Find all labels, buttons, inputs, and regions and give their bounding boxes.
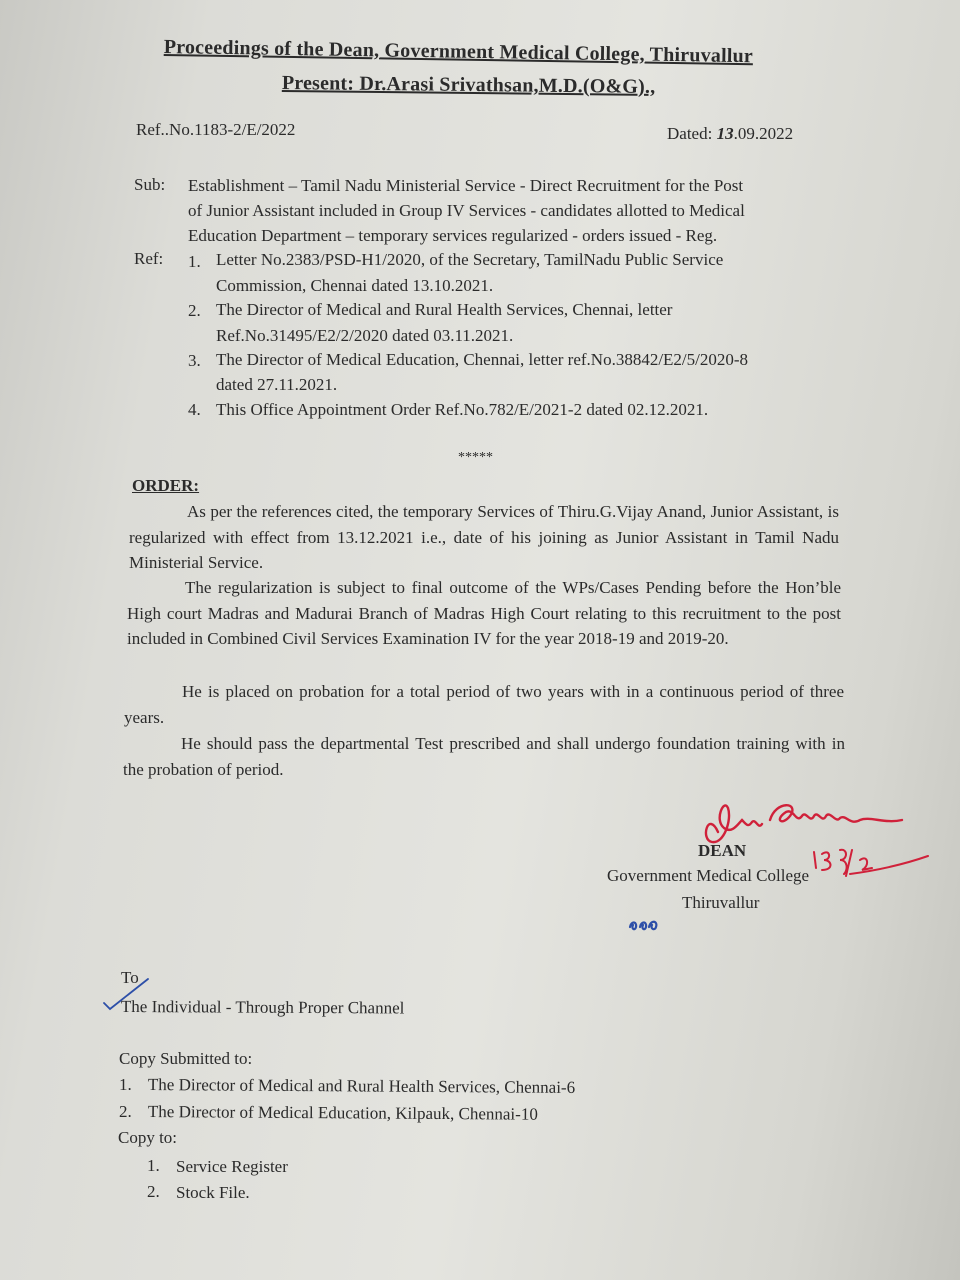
reference-item-number: 3. [188,351,201,370]
subject-line: Establishment – Tamil Nadu Ministerial Service - Direct Recruitment for the Post [188,176,744,195]
reference-item-number: 4. [188,400,201,419]
signature-stroke [706,805,902,842]
reference-item-text: Ref.No.31495/E2/2/2020 dated 03.11.2021. [216,326,514,345]
order-heading: ORDER: [132,476,200,495]
dated-line [667,124,793,144]
copy-submitted-item: The Director of Medical Education, Kilpauk, Chennai-10 [147,1102,538,1124]
subject-line: Education Department – temporary services regularized - orders issued - Reg. [188,226,718,245]
references-label: Ref: [134,249,164,268]
reference-item-text: This Office Appointment Order Ref.No.782/E/2021-2 dated 02.12.2021. [216,400,709,419]
dated-handwritten-day: 13 [716,124,734,143]
order-paragraph: He is placed on probation for a total period of two years with in a continuous period of three years. [124,682,844,727]
copy-submitted-number: 2. [119,1102,132,1121]
order-paragraph: As per the references cited, the temporary Services of Thiru.G.Vijay Anand, Junior Assistant, is regularized with effect from 13.12.2021 i.e., date of his joining as Junior Assistant in Tamil Nadu Ministerial Service. [129,502,839,572]
copy-to-item: Stock File. [176,1183,250,1202]
copy-to-label: Copy to: [118,1128,178,1147]
copy-submitted-label: Copy Submitted to: [119,1049,253,1068]
initials-stroke [630,922,656,929]
recipient-line: The Individual - Through Proper Channel [120,997,405,1018]
reference-item-text: The Director of Medical Education, Chennai, letter ref.No.38842/E2/5/2020-8 [216,350,749,369]
signatory-institution: Government Medical College [607,866,810,885]
reference-number: Ref..No.1183-2/E/2022 [136,120,296,139]
order-paragraph: The regularization is subject to final outcome of the WPs/Cases Pending before the Hon’ble High court Madras and Madurai Branch of Madras High Court relating to this recruitment to the post included in Combined Civil Services Examination IV for the year 2018-19 and 2019-20. [127,578,841,648]
to-label: To [121,968,139,987]
dated-label: Dated: [667,124,713,143]
reference-item-text: Commission, Chennai dated 13.10.2021. [216,276,494,295]
signatory-designation: DEAN [698,841,747,860]
copy-to-item: Service Register [176,1157,288,1176]
copy-to-number: 2. [147,1182,160,1201]
present-line: Present: Dr.Arasi Srivathsan,M.D.(O&G)., [281,72,656,98]
copy-submitted-number: 1. [119,1075,132,1094]
initials-mark [627,915,661,933]
subject-label: Sub: [134,175,166,194]
reference-item-number: 1. [188,252,201,271]
reference-item-text: The Director of Medical and Rural Health Services, Chennai, letter [216,300,673,319]
order-paragraph: He should pass the departmental Test prescribed and shall undergo foundation training with in the probation of period. [123,734,845,779]
copy-to-number: 1. [147,1156,160,1175]
dated-rest: .09.2022 [733,124,794,143]
copy-submitted-item: The Director of Medical and Rural Health Services, Chennai-6 [147,1075,576,1097]
signature-date-stroke [814,850,928,876]
reference-item-number: 2. [188,301,201,320]
section-separator: ***** [458,450,493,465]
document-title: Proceedings of the Dean, Government Medical College, Thiruvallur [163,36,754,68]
reference-item-text: dated 27.11.2021. [216,375,338,394]
reference-item-text: Letter No.2383/PSD-H1/2020, of the Secretary, TamilNadu Public Service [216,250,724,269]
subject-line: of Junior Assistant included in Group IV Services - candidates allotted to Medical [188,201,745,220]
signatory-place: Thiruvallur [682,893,760,912]
